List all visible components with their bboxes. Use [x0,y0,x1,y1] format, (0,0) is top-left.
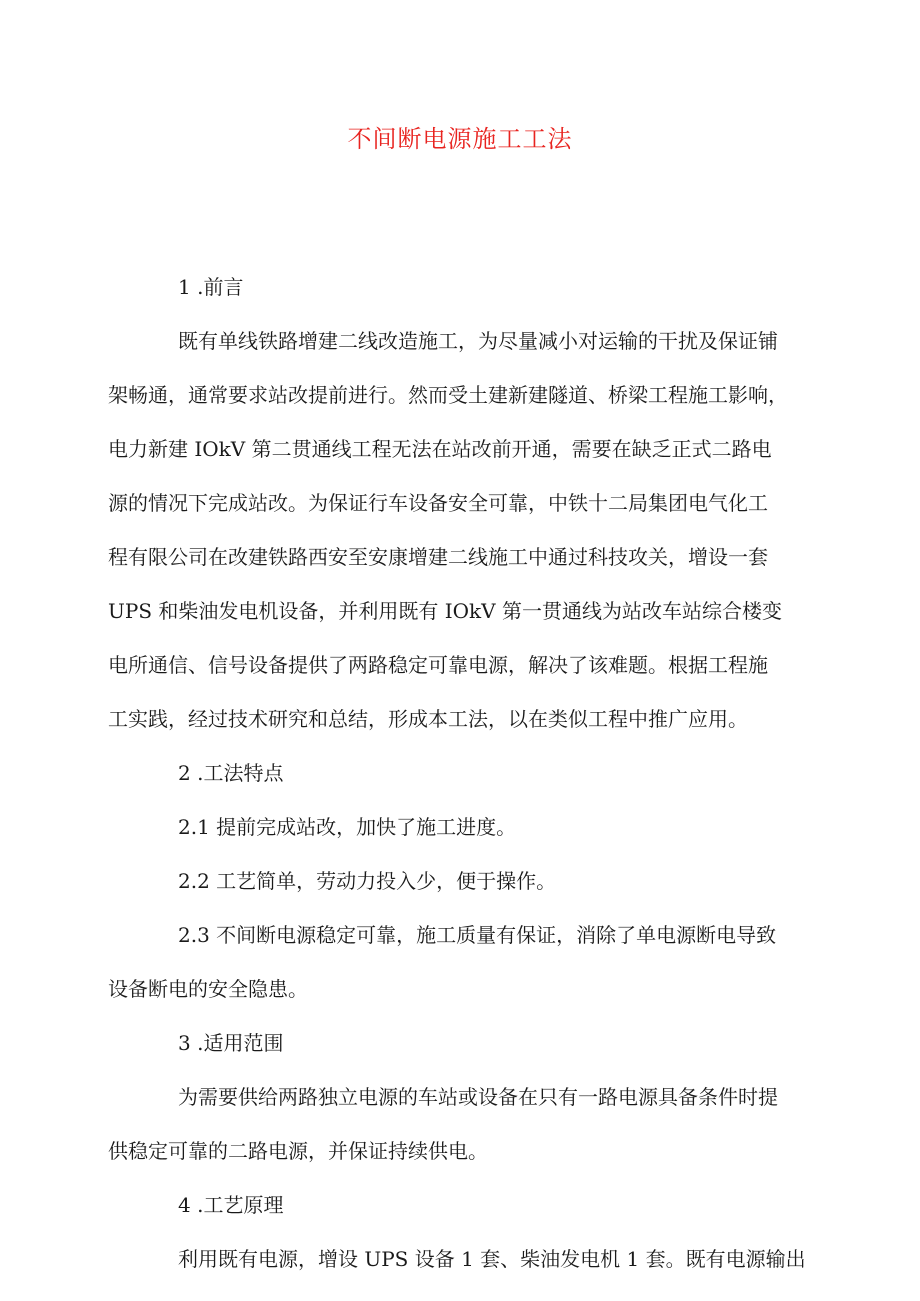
document-title: 不间断电源施工工法 [347,125,573,153]
section-heading-1: 1 .前言 [178,275,244,299]
paragraph-line: 架畅通，通常要求站改提前进行。然而受土建新建隧道、桥梁工程施工影响， [108,383,788,407]
paragraph-line: 源的情况下完成站改。为保证行车设备安全可靠，中铁十二局集团电气化工 [108,491,768,515]
paragraph-line: 供稳定可靠的二路电源，并保证持续供电。 [108,1139,488,1163]
section-heading-3: 3 .适用范围 [178,1031,284,1055]
subsection-2-3: 2.3 不间断电源稳定可靠，施工质量有保证，消除了单电源断电导致 [178,923,777,947]
paragraph-line: UPS 和柴油发电机设备，并利用既有 IOkV 第一贯通线为站改车站综合楼变 [108,599,782,623]
paragraph-line: 为需要供给两路独立电源的车站或设备在只有一路电源具备条件时提 [178,1085,778,1109]
paragraph-line: 电力新建 IOkV 第二贯通线工程无法在站改前开通，需要在缺乏正式二路电 [108,437,772,461]
paragraph-line: 电所通信、信号设备提供了两路稳定可靠电源，解决了该难题。根据工程施 [108,653,768,677]
subsection-2-1: 2.1 提前完成站改，加快了施工进度。 [178,815,517,839]
section-heading-4: 4 .工艺原理 [178,1193,284,1217]
paragraph-line: 程有限公司在改建铁路西安至安康增建二线施工中通过科技攻关，增设一套 [108,545,768,569]
paragraph-line: 既有单线铁路增建二线改造施工，为尽量减小对运输的干扰及保证铺 [178,329,778,353]
paragraph-line: 工实践，经过技术研究和总结，形成本工法，以在类似工程中推广应用。 [108,707,748,731]
paragraph-line: 设备断电的安全隐患。 [108,977,308,1001]
document-body [108,269,806,1295]
paragraph-line: 利用既有电源，增设 UPS 设备 1 套、柴油发电机 1 套。既有电源输出 [178,1247,806,1271]
section-heading-2: 2 .工法特点 [178,761,284,785]
subsection-2-2: 2.2 工艺简单，劳动力投入少，便于操作。 [178,869,557,893]
